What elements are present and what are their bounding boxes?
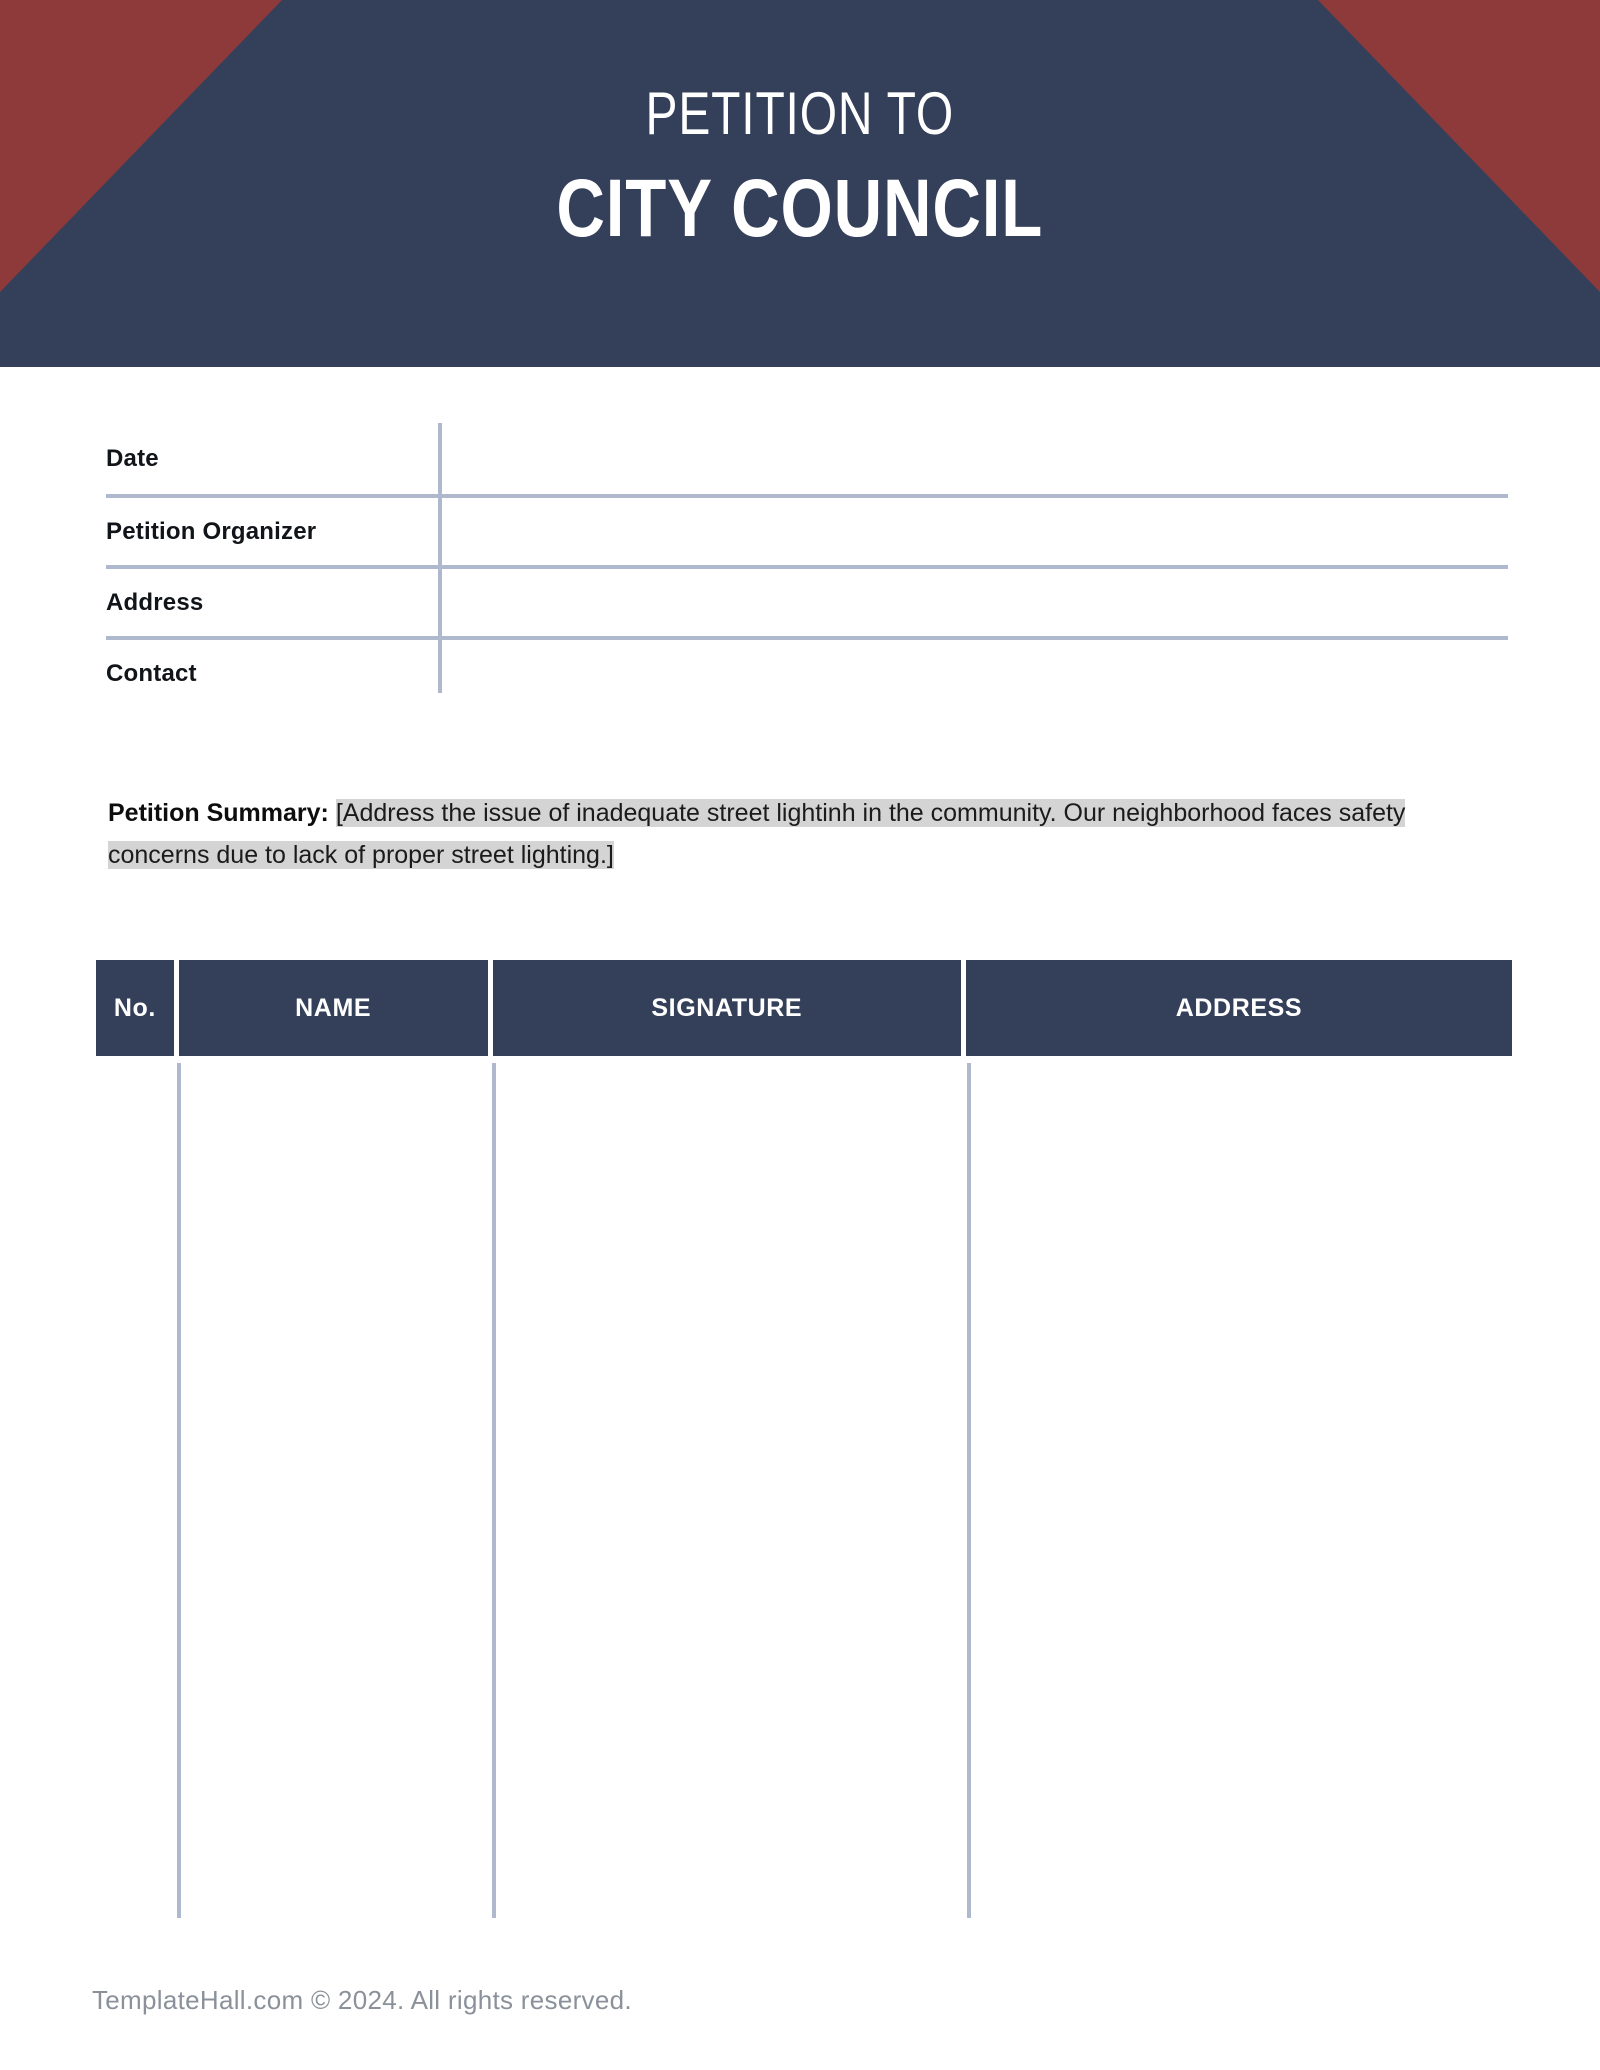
signature-table <box>96 960 1512 1918</box>
form-row-date <box>106 423 1508 494</box>
column-header-signature: SIGNATURE <box>493 960 961 1056</box>
table-column-divider-3 <box>967 1063 971 1918</box>
document-subtitle: PETITION TO <box>645 80 955 147</box>
form-label-petition-organizer: Petition Organizer <box>106 517 317 545</box>
form-input-contact[interactable] <box>442 640 1508 707</box>
form-input-address[interactable] <box>442 569 1508 636</box>
form-label-date: Date <box>106 444 159 472</box>
form-label-contact: Contact <box>106 659 197 687</box>
document-title: CITY COUNCIL <box>556 163 1044 254</box>
form-label-address: Address <box>106 588 204 616</box>
form-input-petition-organizer[interactable] <box>442 498 1508 565</box>
petition-summary-body[interactable]: [Address the issue of inadequate street lightinh in the community. Our neighborhood faces safety concerns due to lack of proper street lighting.] <box>108 799 1406 869</box>
column-header-address: ADDRESS <box>966 960 1512 1056</box>
form-row-contact <box>106 636 1508 707</box>
signature-table-header-row <box>96 960 1512 1056</box>
column-header-no: No. <box>96 960 174 1056</box>
header-title-block <box>0 0 1600 367</box>
form-row-address <box>106 565 1508 636</box>
footer-copyright: TemplateHall.com © 2024. All rights reserved. <box>92 1985 632 2015</box>
table-column-divider-2 <box>492 1063 496 1918</box>
header-banner <box>0 0 1600 367</box>
form-input-date[interactable] <box>442 423 1508 494</box>
form-row-petition-organizer <box>106 494 1508 565</box>
petition-summary-label: Petition Summary: <box>108 799 329 827</box>
column-header-name: NAME <box>179 960 488 1056</box>
table-column-divider-1 <box>177 1063 181 1918</box>
petition-info-form <box>106 423 1508 693</box>
petition-summary <box>108 792 1453 876</box>
signature-table-body[interactable] <box>96 1063 1512 1918</box>
